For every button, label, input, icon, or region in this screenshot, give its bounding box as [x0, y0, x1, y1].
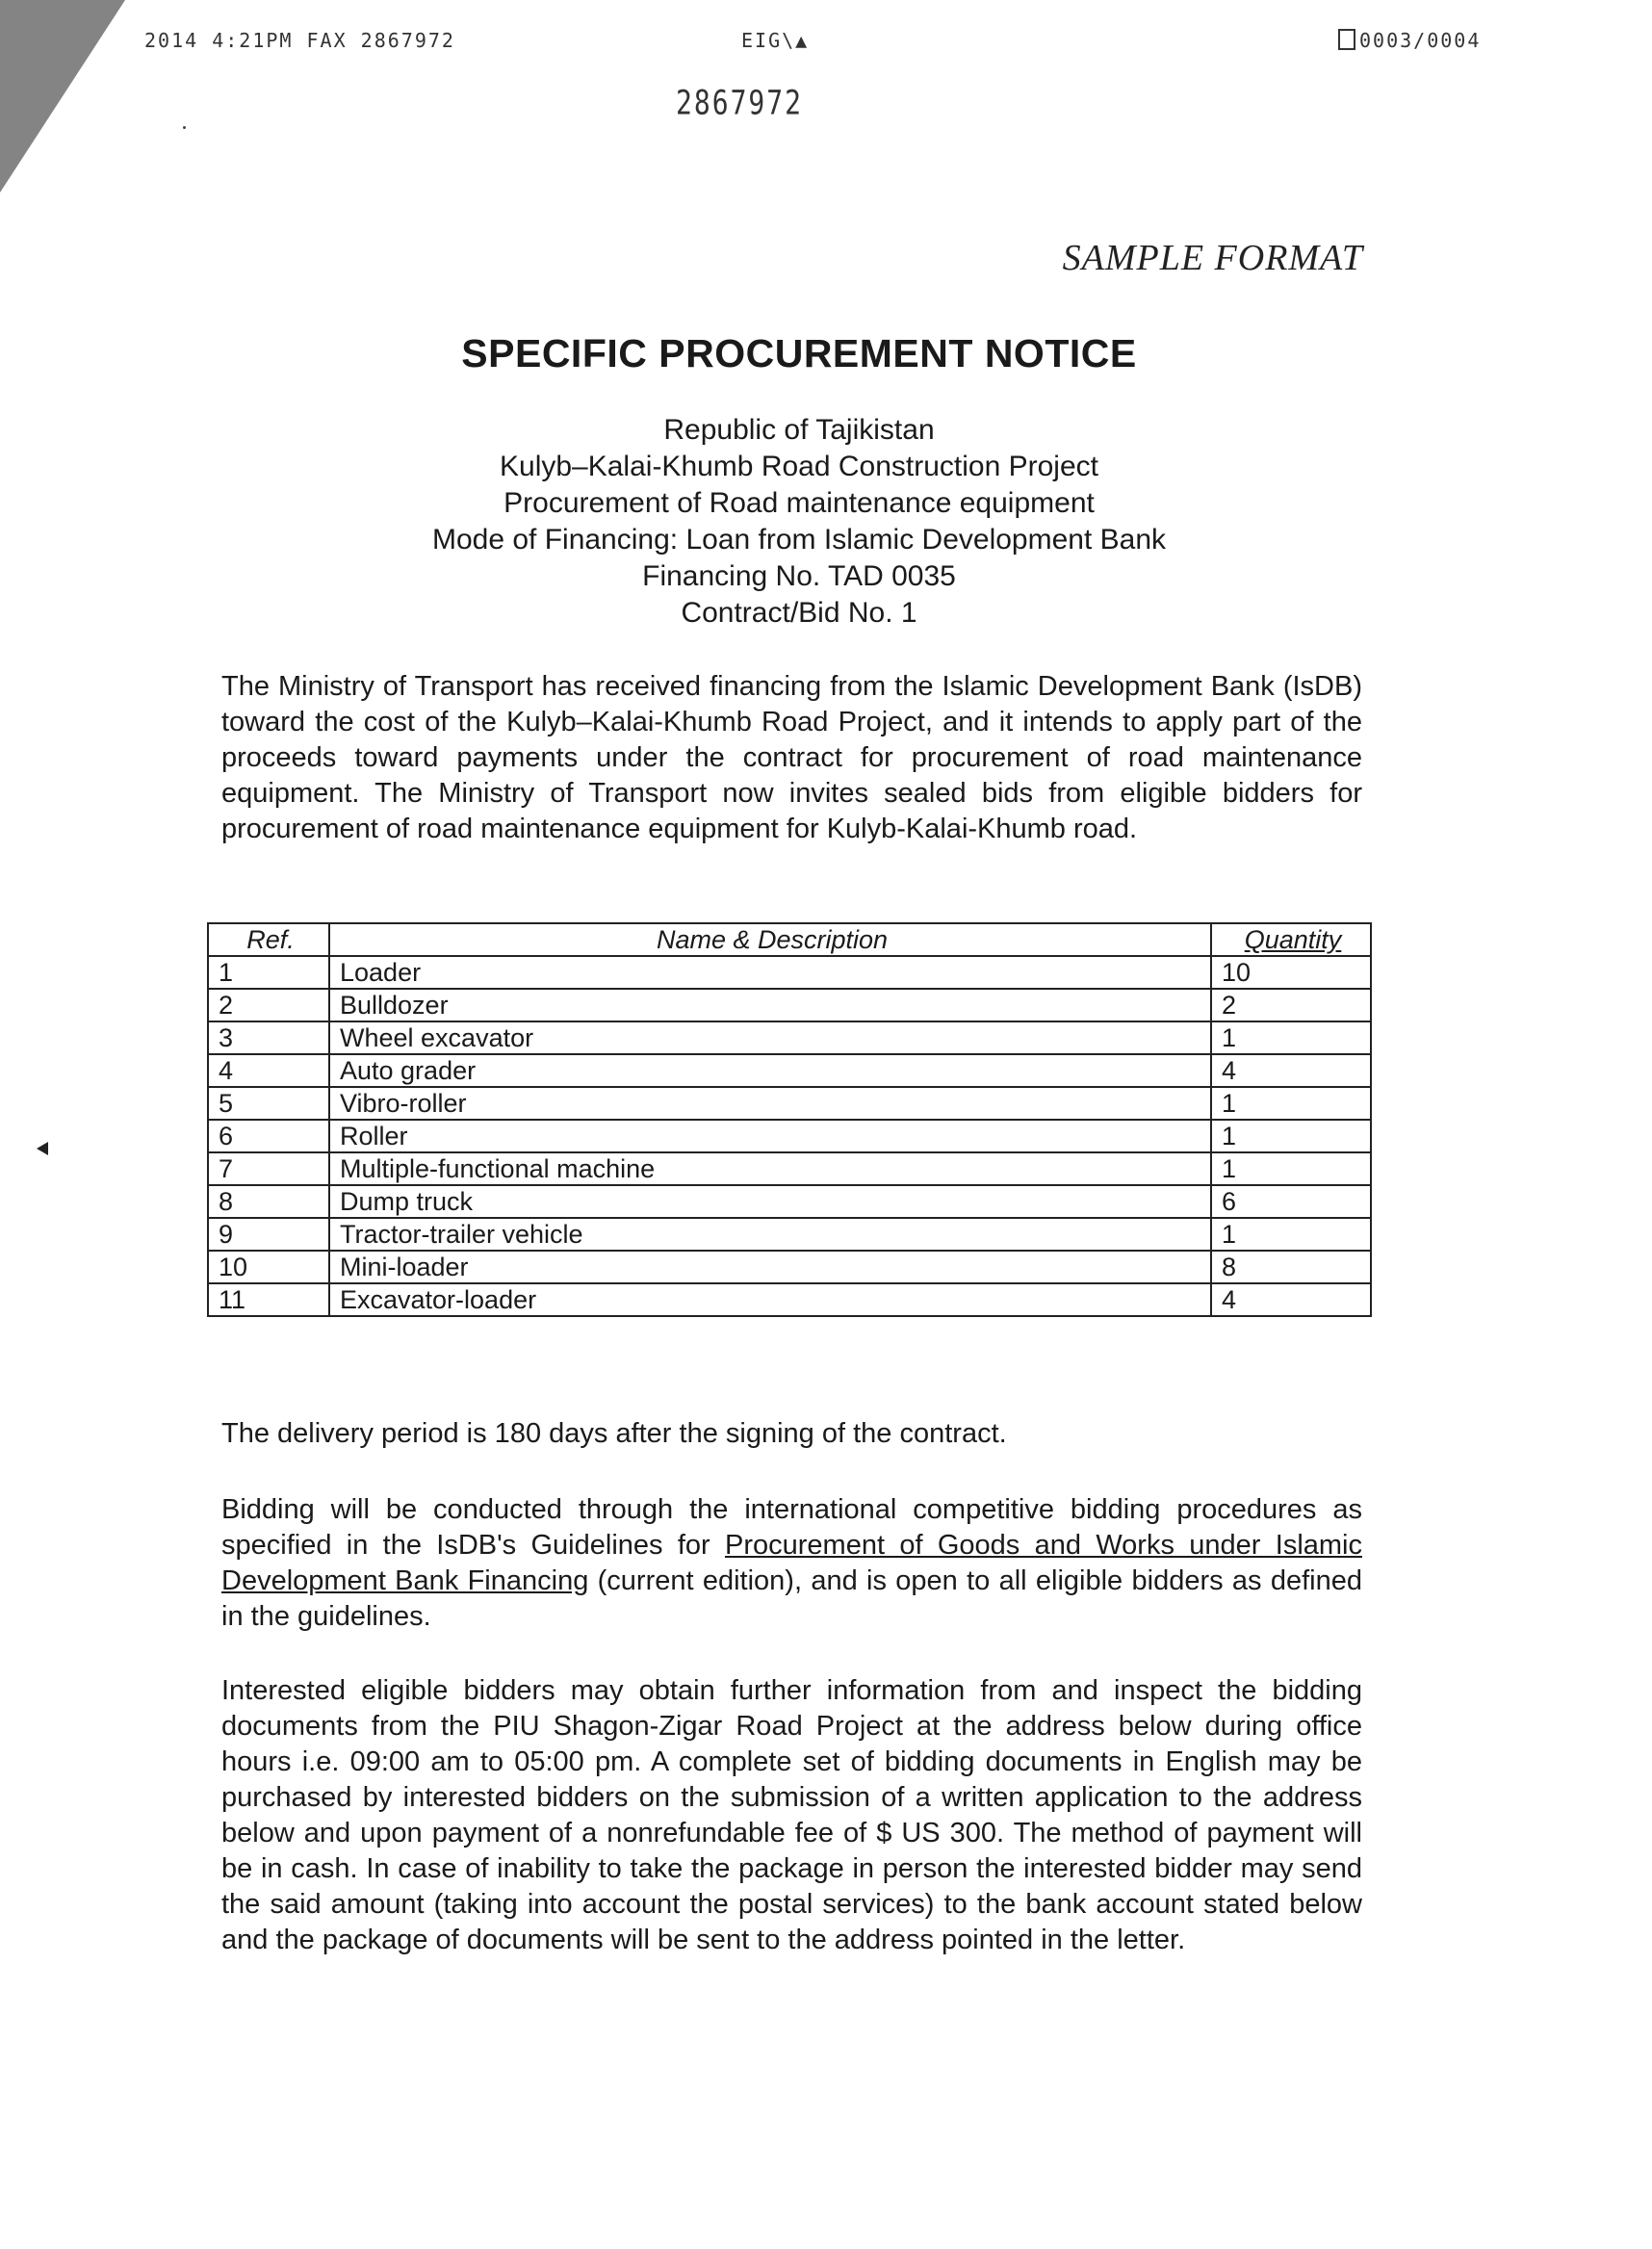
row-quantity: 1 [1211, 1152, 1371, 1185]
subheading-financing-no: Financing No. TAD 0035 [642, 560, 956, 592]
row-description: Dump truck [329, 1185, 1211, 1218]
row-description: Wheel excavator [329, 1021, 1211, 1054]
equipment-table-body [208, 956, 1371, 1316]
subheading-financing-mode: Mode of Financing: Loan from Islamic Development Bank [431, 524, 1167, 556]
subheading-project: Kulyb–Kalai-Khumb Road Construction Project [500, 451, 1098, 482]
page-icon [1338, 29, 1355, 50]
delivery-paragraph: The delivery period is 180 days after the signing of the contract. [221, 1418, 1007, 1449]
fax-header-left: 2014 4:21PM FAX 2867972 [144, 29, 455, 52]
row-description: Roller [329, 1120, 1211, 1152]
table-row [208, 956, 1371, 989]
guidelines-title: Procurement of Goods and Works under Islamic Development Bank Financing [221, 1530, 1362, 1596]
row-ref: 9 [208, 1218, 329, 1251]
table-row [208, 1054, 1371, 1087]
table-row [208, 1283, 1371, 1316]
row-quantity: 1 [1211, 1021, 1371, 1054]
row-ref: 8 [208, 1185, 329, 1218]
table-row [208, 1218, 1371, 1251]
fax-header-middle: EIG\▲ [741, 29, 810, 52]
table-row [208, 1120, 1371, 1152]
info-paragraph: Interested eligible bidders may obtain further information from and inspect the bidding documents from the PIU Shagon-Zigar Road Project at the address below during office hours i.e. 09:00 am to 05:00 pm. A complete set of bidding documents in English may be purchased by interested bidders on the submission of a written application to the address below and upon payment of a nonrefundable fee of $ US 300. The method of payment will be in cash. In case of inability to take the package in person the interested bidder may send the said amount (taking into account the postal services) to the bank account stated below and the package of documents will be sent to the address pointed in the letter. [221, 1675, 1362, 1955]
table-row [208, 1087, 1371, 1120]
speck [183, 126, 186, 129]
table-row [208, 1152, 1371, 1185]
row-ref: 7 [208, 1152, 329, 1185]
bidding-text-before: Bidding will be conducted through the international competitive bidding procedures as specified in the IsDB's Guidelines for [221, 1494, 1362, 1561]
bidding-paragraph [221, 1492, 1362, 1635]
row-ref: 10 [208, 1251, 329, 1283]
table-header-row [208, 923, 1371, 956]
row-description: Loader [329, 956, 1211, 989]
row-description: Mini-loader [329, 1251, 1211, 1283]
row-quantity: 1 [1211, 1120, 1371, 1152]
table-row [208, 1185, 1371, 1218]
fax-number: 2867972 [676, 83, 804, 123]
row-description: Excavator-loader [329, 1283, 1211, 1316]
row-description: Vibro-roller [329, 1087, 1211, 1120]
header-quantity: Quantity [1211, 923, 1371, 956]
row-ref: 3 [208, 1021, 329, 1054]
subheading-country: Republic of Tajikistan [663, 414, 935, 446]
equipment-table [207, 922, 1372, 1317]
row-ref: 1 [208, 956, 329, 989]
subheading-procurement: Procurement of Road maintenance equipment [503, 487, 1095, 519]
fax-header-right [1338, 29, 1481, 52]
margin-arrow-icon [37, 1142, 48, 1155]
row-quantity: 10 [1211, 956, 1371, 989]
sample-format-label: SAMPLE FORMAT [1062, 238, 1363, 278]
intro-paragraph: The Ministry of Transport has received financing from the Islamic Development Bank (IsDB) toward the cost of the Kulyb–Kalai-Khumb Road Project, and it intends to apply part of the proceeds toward payments under the contract for procurement of road maintenance equipment. The Ministry of Transport now invites sealed bids from eligible bidders for procurement of road maintenance equipment for Kulyb-Kalai-Khumb road. [221, 671, 1362, 844]
row-description: Multiple-functional machine [329, 1152, 1211, 1185]
row-ref: 2 [208, 989, 329, 1021]
row-description: Tractor-trailer vehicle [329, 1218, 1211, 1251]
table-row [208, 1251, 1371, 1283]
row-quantity: 1 [1211, 1218, 1371, 1251]
folded-corner [0, 0, 125, 193]
row-quantity: 2 [1211, 989, 1371, 1021]
row-description: Auto grader [329, 1054, 1211, 1087]
header-description: Name & Description [329, 923, 1211, 956]
row-quantity: 6 [1211, 1185, 1371, 1218]
fax-page-count: 0003/0004 [1359, 29, 1482, 52]
row-quantity: 4 [1211, 1054, 1371, 1087]
row-ref: 5 [208, 1087, 329, 1120]
table-row [208, 1021, 1371, 1054]
row-ref: 11 [208, 1283, 329, 1316]
subheading-contract-no: Contract/Bid No. 1 [681, 597, 917, 629]
header-ref: Ref. [208, 923, 329, 956]
row-quantity: 4 [1211, 1283, 1371, 1316]
row-ref: 6 [208, 1120, 329, 1152]
row-quantity: 1 [1211, 1087, 1371, 1120]
row-description: Bulldozer [329, 989, 1211, 1021]
row-quantity: 8 [1211, 1251, 1371, 1283]
page-title: SPECIFIC PROCUREMENT NOTICE [461, 331, 1137, 375]
table-row [208, 989, 1371, 1021]
bidding-text-after: (current edition), and is open to all eligible bidders as defined in the guidelines. [221, 1565, 1362, 1632]
row-ref: 4 [208, 1054, 329, 1087]
